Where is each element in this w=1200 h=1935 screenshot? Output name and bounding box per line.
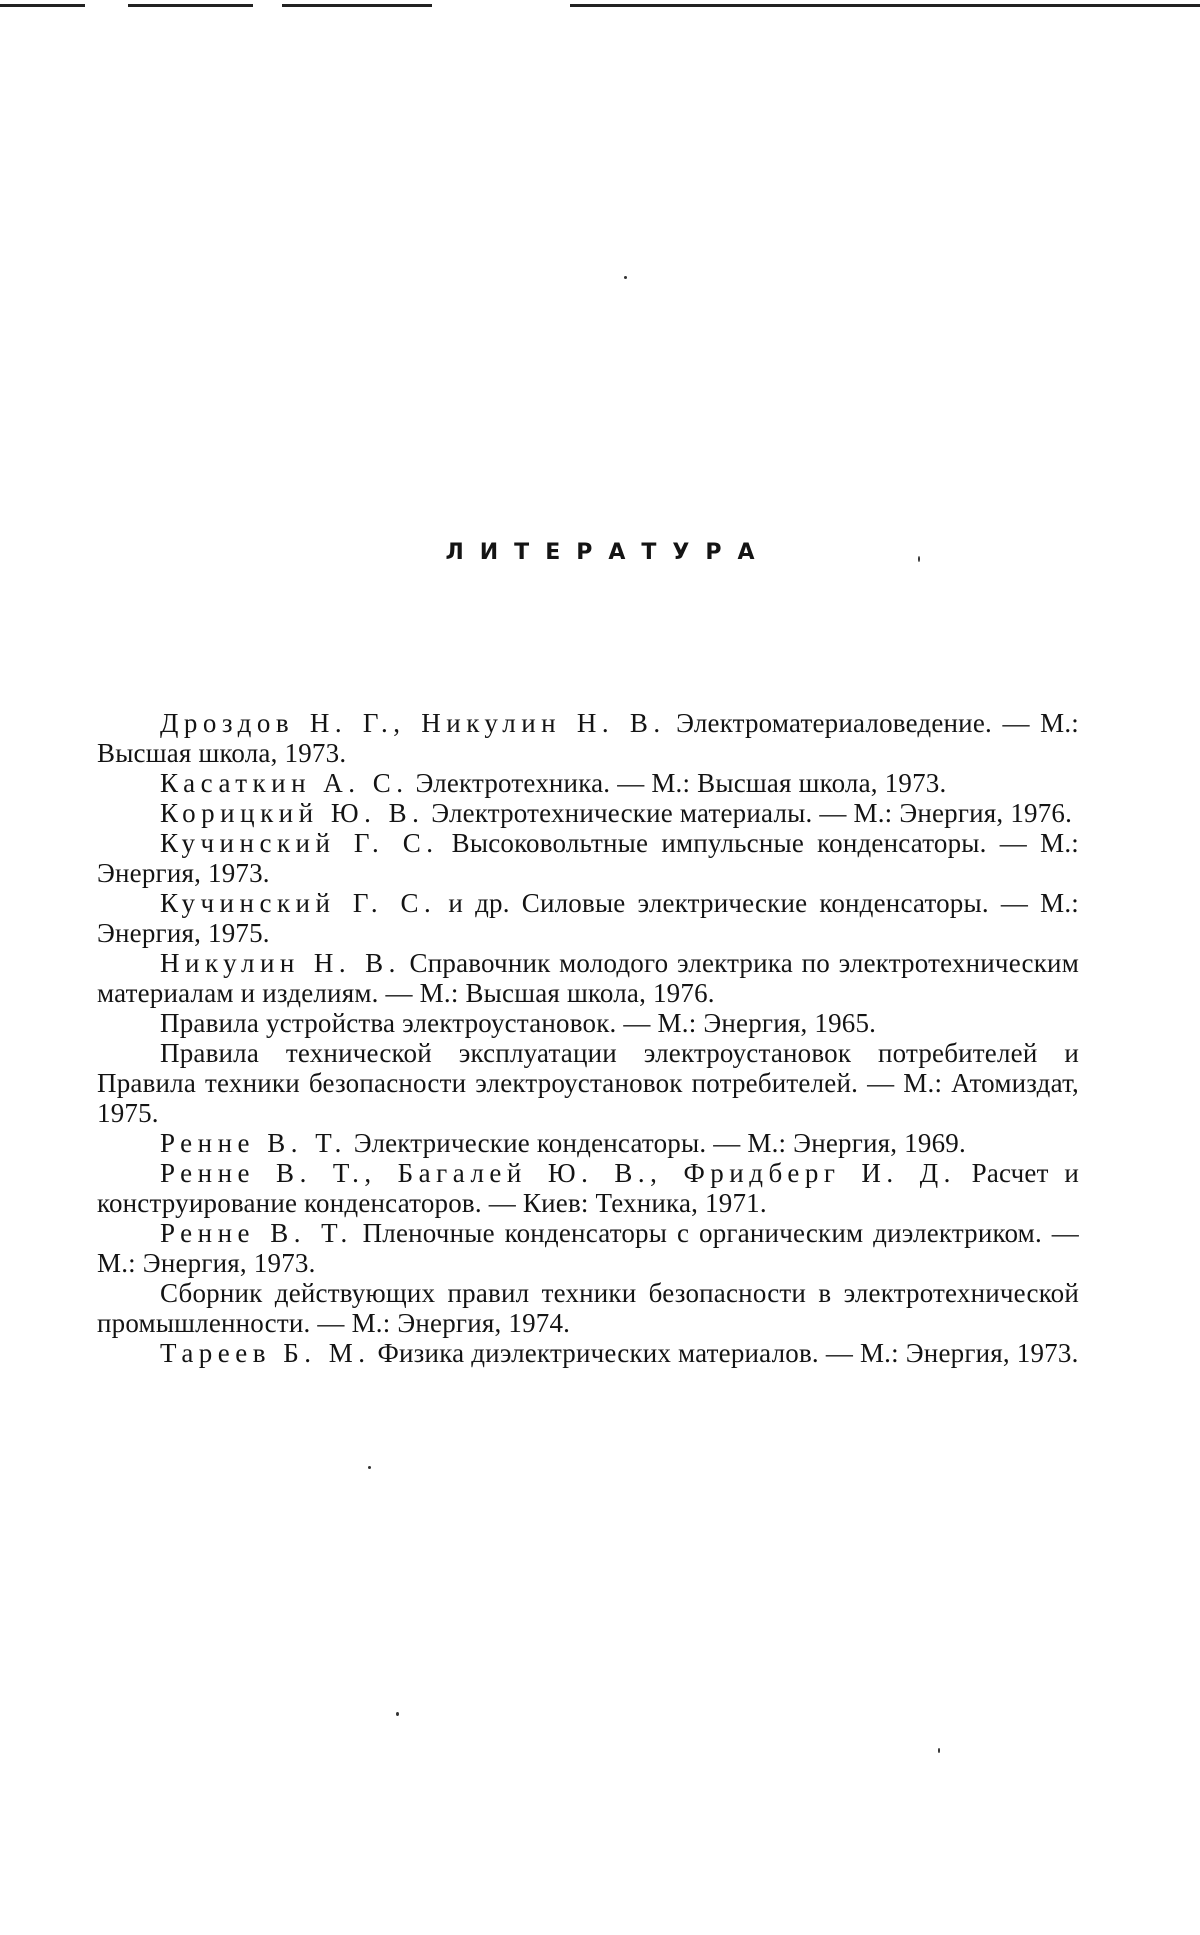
reference-text: и др. Силовые электрические конденсаторы. — М.: Энергия, 1975. [97,888,1080,948]
reference-author: Ренне В. Т. [160,1128,347,1158]
reference-text: Правила устройства электроустановок. — М.: Энергия, 1965. [160,1008,877,1038]
reference-author: Кучинский Г. С. [160,888,437,918]
reference-entry [97,708,1079,768]
reference-author: Корицкий Ю. В. [160,798,425,828]
reference-text: Пленочные конденсаторы с органическим диэлектриком. — М.: Энергия, 1973. [97,1218,1079,1278]
reference-entry [97,1278,1079,1338]
reference-text: Сборник действующих правил техники безопасности в электротехнической промышленности. — М.: Энергия, 1974. [97,1278,1079,1338]
reference-entry [97,798,1079,828]
reference-list [97,708,1079,1368]
scan-speck [624,276,627,279]
reference-entry [97,1158,1079,1218]
reference-author: Ренне В. Т. [160,1218,353,1248]
reference-text: Электротехника. — М.: Высшая школа, 1973. [408,768,947,798]
reference-entry [97,1128,1079,1158]
page-title: ЛИТЕРАТУРА [445,540,771,565]
reference-entry [97,828,1079,888]
reference-author: Касаткин А. С. [160,768,409,798]
reference-text: Электрические конденсаторы. — М.: Энергия, 1969. [346,1128,966,1158]
scan-edge-artifacts [0,2,1200,10]
reference-author: Кучинский Г. С. [160,828,439,858]
reference-author: Никулин Н. В. [160,948,401,978]
reference-entry [97,1038,1079,1128]
scan-speck [368,1466,371,1469]
reference-text: Физика диэлектрических материалов. — М.: Энергия, 1973. [370,1338,1079,1368]
reference-text: Высоковольтные импульсные конденсаторы. — М.: Энергия, 1973. [97,828,1079,888]
reference-entry [97,1218,1079,1278]
reference-text: Справочник молодого электрика по электротехническим материалам и изделиям. — М.: Высшая школа, 1976. [97,948,1079,1008]
reference-author: Ренне В. Т., Багалей Ю. В., Фридберг И. Д. [160,1158,956,1188]
reference-text: Расчет и конструирование конденсаторов. — Киев: Техника, 1971. [97,1158,1079,1218]
reference-author: Дроздов Н. Г., Никулин Н. В. [160,708,666,738]
reference-entry [97,1008,1079,1038]
reference-text: Правила технической эксплуатации электроустановок потребителей и Правила техники безопасности электроустановок потребителей. — М.: Атомиздат, 1975. [97,1038,1079,1128]
reference-entry [97,1338,1079,1368]
scan-speck [938,1748,940,1753]
scan-speck [396,1712,399,1716]
reference-entry [97,888,1079,948]
reference-text: Электротехнические материалы. — М.: Энергия, 1976. [424,798,1073,828]
reference-author: Тареев Б. М. [160,1338,371,1368]
reference-entry [97,768,1079,798]
reference-text: Электроматериаловедение. — М.: Высшая школа, 1973. [97,708,1079,768]
reference-entry [97,948,1079,1008]
